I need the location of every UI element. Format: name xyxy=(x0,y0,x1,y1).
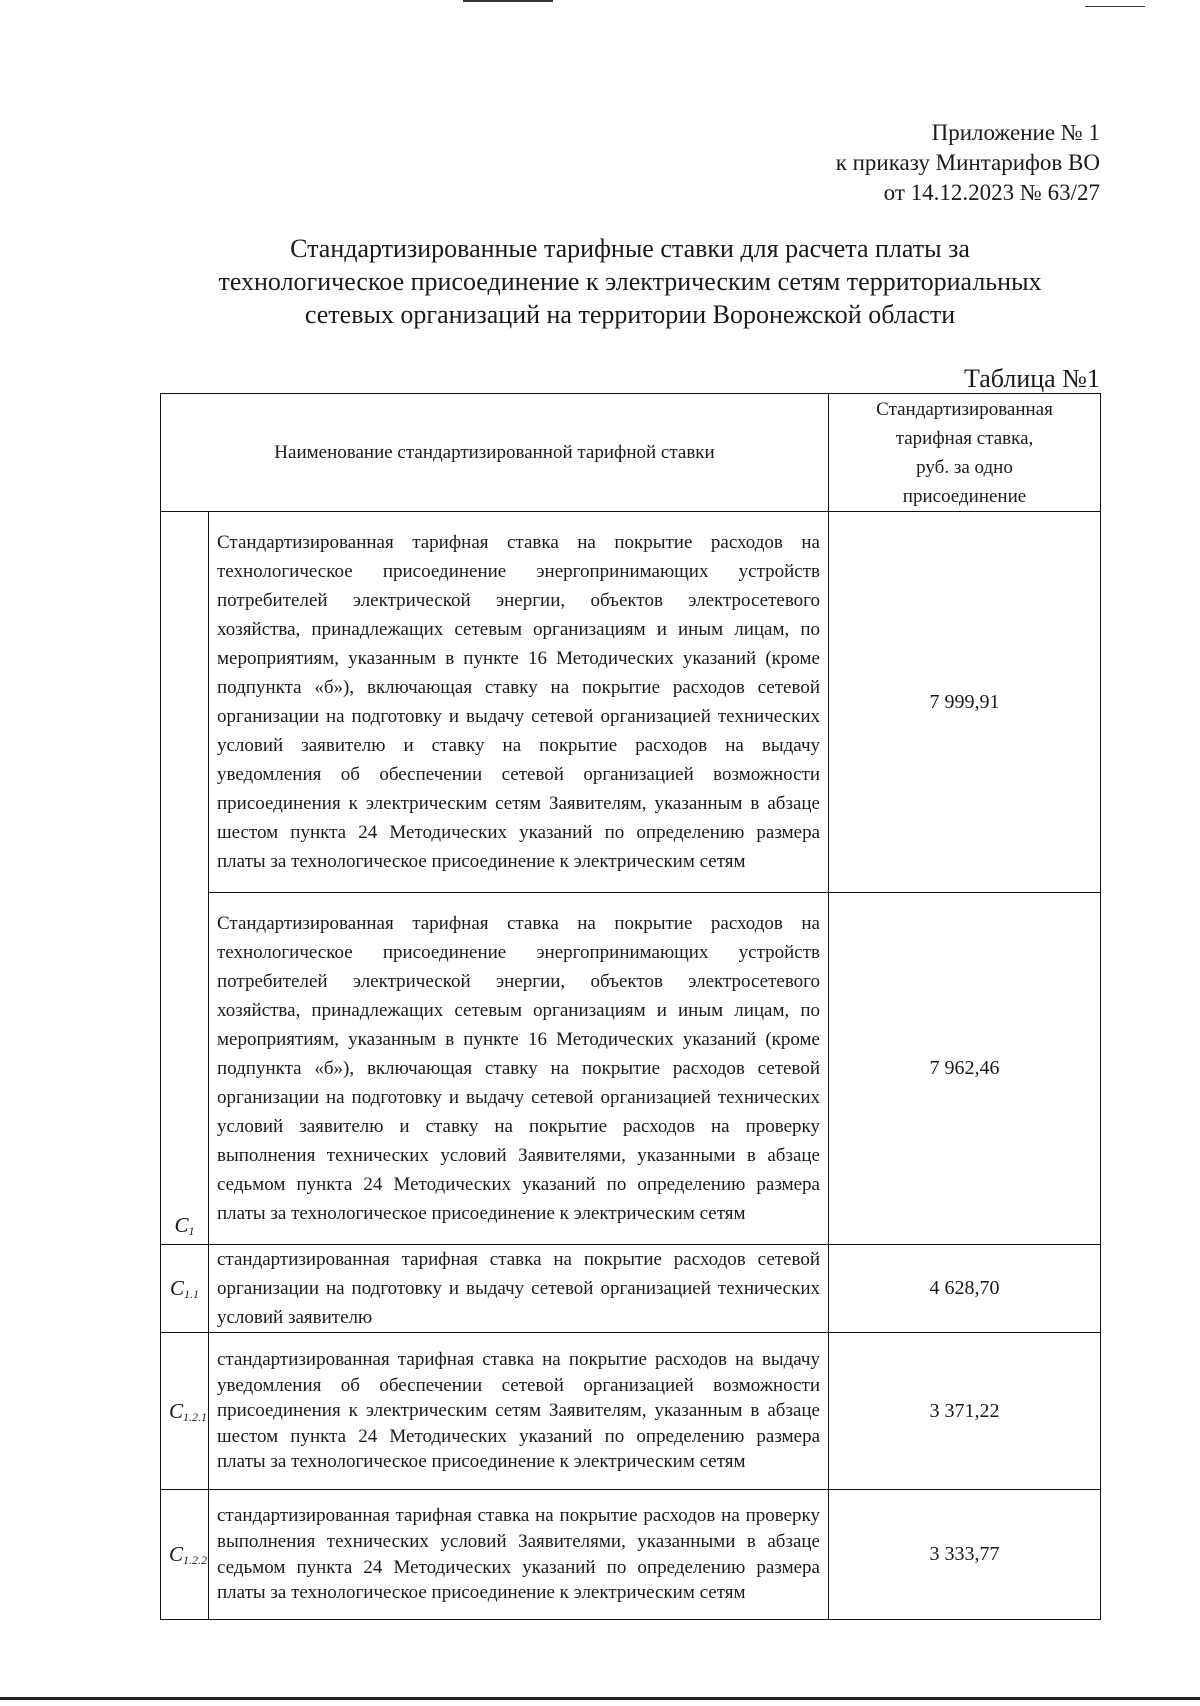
title-line-1: Стандартизированные тарифные ставки для расчета платы за xyxy=(290,234,970,263)
scan-artifact-bottom xyxy=(0,1697,1200,1700)
header-value-line: присоединение xyxy=(902,485,1027,507)
header-rate-value xyxy=(829,394,1101,512)
rate-description: стандартизированная тарифная ставка на покрытие расходов сетевой организации на подготовку и выдачу сетевой организацией технических условий заявителю xyxy=(209,1245,829,1333)
title-line-3: сетевых организаций на территории Воронежской области xyxy=(304,300,956,329)
tariff-rates-table xyxy=(160,393,1101,1620)
attachment-date: от 14.12.2023 № 63/27 xyxy=(883,180,1100,205)
scan-artifact-top xyxy=(463,0,553,2)
table-row xyxy=(161,1245,1101,1333)
rate-value: 7 962,46 xyxy=(829,893,1101,1245)
table-number-label: Таблица №1 xyxy=(963,364,1100,393)
table-row xyxy=(161,1490,1101,1620)
rate-code-c1: C1 xyxy=(161,512,209,1245)
header-value-line: руб. за одно xyxy=(916,456,1013,478)
rate-code-c1-1: C1.1 xyxy=(161,1245,209,1333)
rate-code-c1-2-2: C1.2.2 xyxy=(161,1490,209,1620)
scan-artifact-top-right xyxy=(1085,6,1145,7)
rate-value: 3 371,22 xyxy=(829,1333,1101,1490)
header-value-line: тарифная ставка, xyxy=(895,427,1034,449)
header-value-line: Стандартизированная xyxy=(876,398,1053,420)
attachment-block xyxy=(836,118,1100,208)
rate-value: 3 333,77 xyxy=(829,1490,1101,1620)
rate-description: Стандартизированная тарифная ставка на покрытие расходов на технологическое присоединение энергопринимающих устройств потребителей электрической энергии, объектов электросетевого хозяйства, принадлежащих сетевым организациям и иным лицам, по мероприятиям, указанным в пункте 16 Методических указаний (кроме подпункта «б»), включающая ставку на покрытие расходов сетевой организации на подготовку и выдачу сетевой организацией технических условий заявителю и ставку на покрытие расходов на выдачу уведомления об обеспечении сетевой организацией возможности присоединения к электрическим сетям Заявителям, указанным в абзаце шестом пункта 24 Методических указаний по определению размера платы за технологическое присоединение к электрическим сетям xyxy=(209,512,829,893)
rate-description: стандартизированная тарифная ставка на покрытие расходов на выдачу уведомления об обеспечении сетевой организацией возможности присоединения к электрическим сетям Заявителям, указанным в абзаце шестом пункта 24 Методических указаний по определению размера платы за технологическое присоединение к электрическим сетям xyxy=(209,1333,829,1490)
rate-value: 7 999,91 xyxy=(829,512,1101,893)
rate-value: 4 628,70 xyxy=(829,1245,1101,1333)
table-header-row xyxy=(161,394,1101,512)
table-row xyxy=(161,893,1101,1245)
header-rate-name: Наименование стандартизированной тарифной ставки xyxy=(161,394,829,512)
rate-code-c1-2-1: C1.2.1 xyxy=(161,1333,209,1490)
attachment-order: к приказу Минтарифов ВО xyxy=(835,150,1100,175)
table-row xyxy=(161,1333,1101,1490)
table-row xyxy=(161,512,1101,893)
attachment-number: Приложение № 1 xyxy=(931,120,1100,145)
rate-description: Стандартизированная тарифная ставка на покрытие расходов на технологическое присоединение энергопринимающих устройств потребителей электрической энергии, объектов электросетевого хозяйства, принадлежащих сетевым организациям и иным лицам, по мероприятиям, указанным в пункте 16 Методических указаний (кроме подпункта «б»), включающая ставку на покрытие расходов сетевой организации на подготовку и выдачу сетевой организацией технических условий заявителю и ставку на покрытие расходов на проверку выполнения технических условий Заявителями, указанными в абзаце седьмом пункта 24 Методических указаний по определению размера платы за технологическое присоединение к электрическим сетям xyxy=(209,893,829,1245)
rate-description: стандартизированная тарифная ставка на покрытие расходов на проверку выполнения технических условий Заявителями, указанными в абзаце седьмом пункта 24 Методических указаний по определению размера платы за технологическое присоединение к электрическим сетям xyxy=(209,1490,829,1620)
document-title xyxy=(130,232,1130,331)
title-line-2: технологическое присоединение к электрическим сетям территориальных xyxy=(218,267,1042,296)
